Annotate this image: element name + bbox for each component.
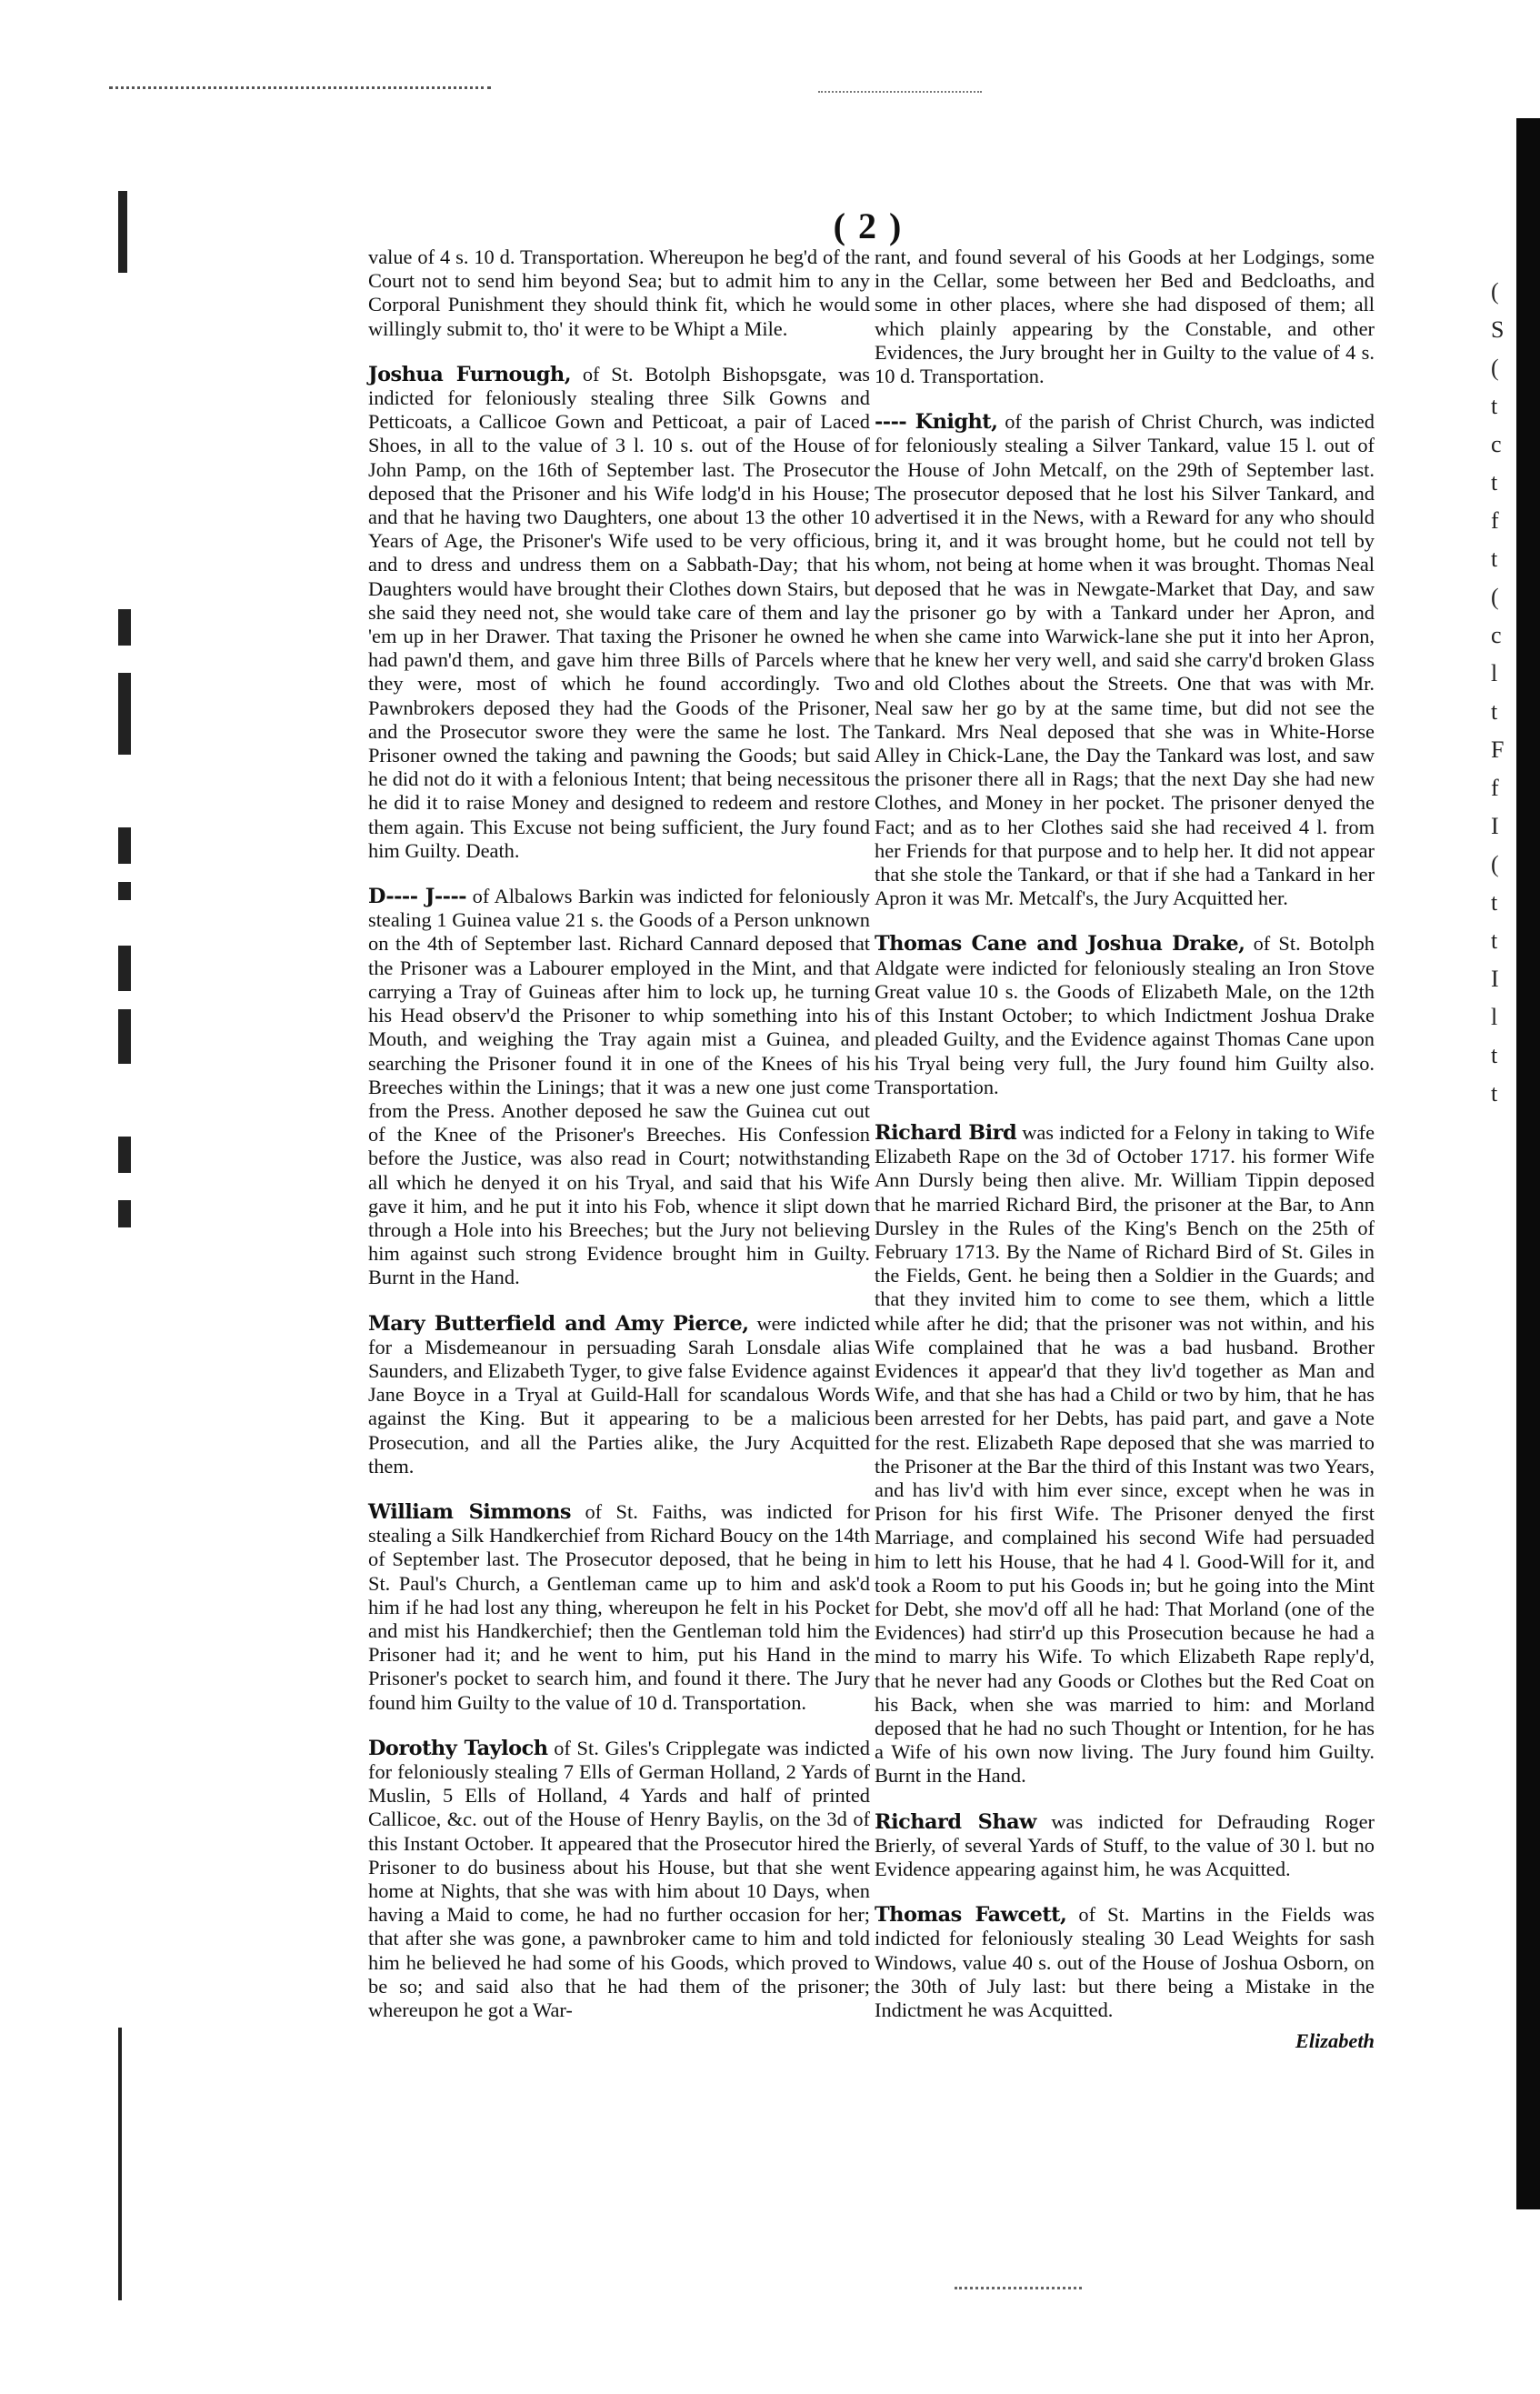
case-defendant-name: ---- Knight, (875, 410, 998, 435)
margin-fragment: t (1491, 393, 1498, 419)
continued-paragraph (368, 245, 870, 341)
margin-fragment: f (1491, 507, 1499, 534)
margin-fragment: I (1491, 813, 1499, 839)
margin-fragment: ( (1491, 584, 1499, 610)
right-column (875, 245, 1375, 2053)
case-entry (875, 410, 1375, 910)
case-defendant-name: Thomas Fawcett, (875, 1903, 1067, 1928)
margin-fragment: ( (1491, 355, 1499, 381)
margin-fragment: t (1491, 927, 1498, 954)
case-defendant-name: Mary Butterfield and Amy Pierce, (368, 1311, 749, 1336)
catchword: Elizabeth (1295, 2029, 1375, 2053)
case-text: of St. Faiths, was indicted for stealing a Silk Handkerchief from Richard Boucy on the 14th of September last. The Prosecutor deposed, that he being in St. Paul's Church, a Gentleman came up to him and ask'd him if he had lost any thing, whereupon he felt in his Pocket and mist his Handkerchief; then the Gentleman told him the Prisoner had it; and he went to him, put his Hand in the Prisoner's pocket to search him, and found it there. The Jury found him Guilty to the value of 10 d. Transportation. (368, 1499, 870, 1714)
margin-fragment: c (1491, 431, 1502, 457)
margin-fragment: I (1491, 966, 1499, 992)
margin-fragment: ( (1491, 278, 1499, 305)
continued-paragraph (875, 245, 1375, 388)
case-text: of Albalows Barkin was indicted for feloniously stealing 1 Guinea value 21 s. the Goods of a Person unknown on the 4th of September last. Richard Cannard deposed that the Prisoner was a Labourer employed in the Mint, and that carrying a Tray of Guineas after him to lock up, he turning his Head observ'd the Prisoner to whip something into his Mouth, and weighing the Tray again mist a Guinea, and searching the Prisoner found it in one of the Knees of his Breeches within the Linings; that it was a new one just come from the Press. Another deposed he saw the Guinea cut out of the Knee of the Prisoner's Breeches. His Confession before the Justice, was also read in Court; notwithstanding all which he denyed it on his Tryal, and said that his Wife gave it him, and he put it into his Fob, whence it slipt down through a Hole into his Breeches; but the Jury not believing him against such strong Evidence brought him in Guilty. Burnt in the Hand. (368, 885, 870, 1289)
case-entry (875, 1903, 1375, 2022)
case-text: of St. Botolph Bishopsgate, was indicted for feloniously stealing three Silk Gowns and Petticoats, a Callicoe Gown and Petticoat, a pair of Laced Shoes, in all to the value of 3 l. 10 s. out of the House of John Pamp, on the 16th of September last. The Prosecutor deposed that the Prisoner and his Wife lodg'd in his House; and that he having two Daughters, one about 13 the other 10 Years of Age, the Prisoner's Wife used to be very officious, and to dress and undress them on a Sabbath-Day; that his Daughters would have brought their Clothes down Stairs, but she said they need not, she would take care of them and lay 'em up in her Drawer. That taxing the Prisoner he owned he had pawn'd them, and gave him three Bills of Parcels where they were, most of which he found accordingly. Two Pawnbrokers deposed they had the Goods of the Prisoner, and the Prosecutor swore they were the same he lost. The Prisoner owned the taking and pawning the Goods; but said he did not do it with a felonious Intent; that being necessitous he did it to raise Money and designed to redeem and restore them again. This Excuse not being sufficient, the Jury found him Guilty. Death. (368, 362, 871, 862)
case-text: value of 4 s. 10 d. Transportation. Whereupon he beg'd of the Court not to send him beyond Sea; but to admit him to any Corporal Punishment they should think fit, which he would willingly submit to, tho' it were to be Whipt a Mile. (368, 245, 870, 340)
margin-fragment: c (1491, 622, 1502, 648)
case-defendant-name: William Simmons (368, 1499, 571, 1524)
case-entry (875, 1810, 1375, 1882)
case-text: of St. Giles's Cripplegate was indicted for feloniously stealing 7 Ells of German Holland, 2 Yards of Muslin, 5 Ells of Holland, 4 Yards and half of printed Callicoe, &c. out of the House of Henry Baylis, on the 3d of this Instant October. It appeared that the Prosecutor hired the Prisoner to do business about his House, but that she went home at Nights, that she was with him about 10 Days, when having a Maid to come, he had no further occasion for her; that after she was gone, a pawnbroker came to him and told him he believed he had some of his Goods, which proved to be so; and said also that he had them of the prisoner; whereupon he got a War- (368, 1736, 870, 2022)
case-text: was indicted for Defrauding Roger Brierly, of several Yards of Stuff, to the value of 30 l. but no Evidence appearing against him, he was Acquitted. (875, 1809, 1375, 1880)
margin-fragment: l (1491, 1004, 1498, 1030)
case-text: of the parish of Christ Church, was indicted for feloniously stealing a Silver Tankard, value 15 l. out of the House of John Metcalf, on the 29th of September last. The prosecutor deposed that he lost his Silver Tankard, and advertised it in the News, with a Reward for any who should bring it, and it was brought home, but he could not tell by whom, not being at home when it was brought. Thomas Neal deposed that he was in Newgate-Market that Day, and saw the prisoner go by with a Tankard under her Apron, and when she came into Warwick-lane she put it into her Apron, that he knew her very well, and said she carry'd broken Glass and old Clothes about the Streets. One that was with Mr. Neal saw her go by at the same time, but did not see the Tankard. Mrs Neal deposed that she was in White-Horse Alley in Chick-Lane, the Day the Tankard was lost, and saw the prisoner there all in Rags; that the next Day she had new Clothes, and Money in her pocket. The prisoner denyed the Fact; and as to her Clothes said she had received 4 l. from her Friends for that purpose and to help her. It did not appear that she stole the Tankard, or that if she had a Tankard in her Apron it was Mr. Metcalf's, the Jury Acquitted her. (875, 410, 1375, 910)
scan-border (1516, 118, 1540, 2209)
case-defendant-name: D---- J---- (368, 885, 467, 909)
margin-fragment: S (1491, 316, 1505, 343)
margin-fragment: ( (1491, 851, 1499, 877)
case-entry (368, 1737, 870, 2022)
case-text: was indicted for a Felony in taking to Wife Elizabeth Rape on the 3d of October 1717. his former Wife Ann Dursly being then alive. Mr. William Tippin deposed that he married Richard Bird, the prisoner at the Bar, to Ann Dursley in the Rules of the King's Bench on the 25th of February 1713. By the Name of Richard Bird of St. Giles in the Fields, Gent. he being then a Soldier in the Guards; and that they invited him to come to see them, which a little while after he did; that the prisoner was not within, and his Wife complained that he was a bad husband. Brother Evidences it appear'd that they liv'd together as Man and Wife, and that she has had a Child or two by him, that he has been arrested for her Debts, has paid part, and gave a Note for the rest. Elizabeth Rape deposed that she was married to the Prisoner at the Bar the third of this Instant was two Years, and has liv'd with him ever since, except when he was in Prison for his first Wife. The Prisoner denyed the first Marriage, and complained his second Wife had persuaded him to lett his House, that he had 4 l. Good-Will for it, and took a Room to put his Goods in; but he going into the Mint for Debt, she mov'd off all he had: That Morland (one of the Evidences) had stirr'd up this Prosecution because he had a mind to marry his Wife. To which Elizabeth Rape reply'd, that he never had any Goods or Clothes but the Red Coat on his Back, when she was married to him: and Morland deposed that he had no such Thought or Intention, for he has a Wife of his own now living. The Jury found him Guilty. Burnt in the Hand. (875, 1120, 1375, 1788)
margin-fragment: t (1491, 889, 1498, 916)
scan-noise (818, 91, 982, 100)
case-entry (875, 1121, 1375, 1788)
case-entry (368, 1312, 870, 1478)
margin-fragment: f (1491, 775, 1499, 801)
left-column (368, 245, 870, 2029)
case-entry (875, 932, 1375, 1098)
case-text: rant, and found several of his Goods at her Lodgings, some in the Cellar, some between her Bed and Bedcloaths, and some in other places, where she had disposed of them; all which plainly appearing by the Constable, and other Evidences, the Jury brought her in Guilty to the value of 4 s. 10 d. Transportation. (875, 245, 1375, 388)
case-text: of St. Martins in the Fields was indicted for feloniously stealing 30 Lead Weights for sash Windows, value 40 s. out of the House of Joshua Osborn, on the 30th of July last: but there being a Mistake in the Indictment he was Acquitted. (875, 1903, 1375, 2022)
margin-fragment: l (1491, 660, 1498, 686)
case-defendant-name: Richard Shaw (875, 1809, 1036, 1834)
margin-fragment: t (1491, 469, 1498, 496)
margin-fragment: t (1491, 546, 1498, 572)
margin-fragment: t (1491, 698, 1498, 725)
case-defendant-name: Dorothy Tayloch (368, 1736, 548, 1760)
case-defendant-name: Joshua Furnough, (368, 362, 572, 386)
case-defendant-name: Richard Bird (875, 1120, 1017, 1145)
case-entry (368, 363, 870, 863)
scan-noise (955, 2287, 1082, 2295)
case-entry (368, 885, 870, 1289)
case-text: were indicted for a Misdemeanour in persuading Sarah Lonsdale alias Saunders, and Elizabeth Tyger, to give false Evidence against Jane Boyce in a Tryal at Guild-Hall for scandalous Words against the King. But it appearing to be a malicious Prosecution, and all the Parties alike, the Jury Acquitted them. (368, 1311, 870, 1477)
case-text: of St. Botolph Aldgate were indicted for feloniously stealing an Iron Stove Great value 10 s. the Goods of Elizabeth Male, on the 12th of this Instant October; to which Indictment Joshua Drake pleaded Guilty, and the Evidence against Thomas Cane upon his Tryal being very full, the Jury found him Guilty also. Transportation. (875, 932, 1375, 1098)
margin-fragment: F (1491, 736, 1505, 763)
margin-fragment: t (1491, 1080, 1498, 1107)
case-entry (368, 1500, 870, 1715)
margin-marks (118, 164, 173, 2164)
margin-fragments (1491, 273, 1509, 2000)
page-number: ( 2 ) (833, 205, 904, 246)
case-defendant-name: Thomas Cane and Joshua Drake, (875, 932, 1245, 957)
margin-fragment: t (1491, 1042, 1498, 1068)
scan-noise (109, 86, 491, 98)
